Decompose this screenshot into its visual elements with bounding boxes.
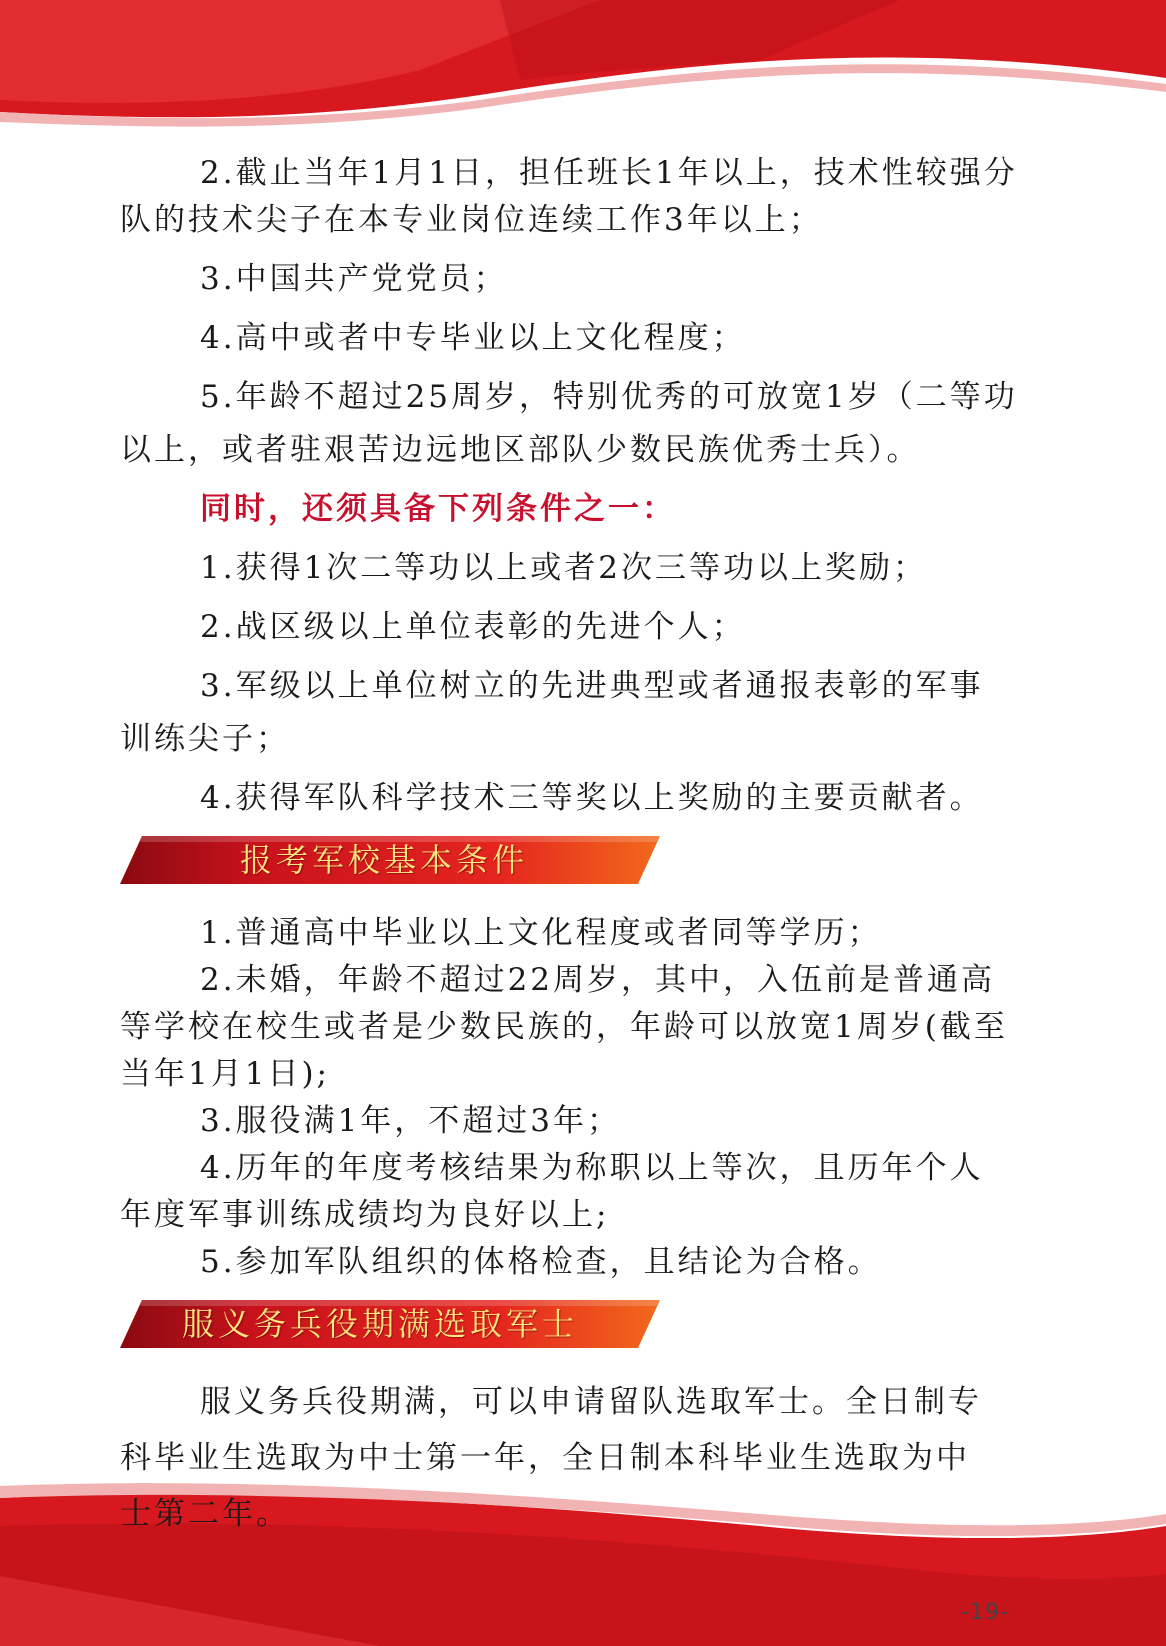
- text-line: 3.服役满1年，不超过3年；: [200, 1103, 622, 1139]
- page-number: -19-: [961, 1600, 1009, 1625]
- page-content: [120, 150, 1040, 1542]
- text-line: 4.历年的年度考核结果为称职以上等次，且历年个人: [200, 1150, 984, 1186]
- text-line: 以上，或者驻艰苦边远地区部队少数民族优秀士兵）。: [120, 432, 921, 468]
- text-line: 4.获得军队科学技术三等奖以上奖励的主要贡献者。: [200, 780, 984, 816]
- section-title: 服义务兵役期满选取军士: [182, 1305, 579, 1343]
- text-line: 5.参加军队组织的体格检查，且结论为合格。: [200, 1244, 882, 1280]
- text-line: 5.年龄不超过25周岁，特别优秀的可放宽1岁（二等功: [200, 379, 1018, 415]
- text-line: 3.军级以上单位树立的先进典型或者通报表彰的军事: [200, 668, 984, 704]
- text-line: 3.中国共产党党员；: [200, 261, 508, 297]
- highlight-text: 同时，还须具备下列条件之一：: [200, 491, 676, 527]
- text-line: 1.普通高中毕业以上文化程度或者同等学历；: [200, 915, 882, 951]
- text-line: 2.战区级以上单位表彰的先进个人；: [200, 609, 746, 645]
- text-line: 当年1月1日);: [120, 1056, 330, 1092]
- text-line: 2.截止当年1月1日，担任班长1年以上，技术性较强分: [200, 155, 1018, 191]
- text-line: 4.高中或者中专毕业以上文化程度；: [200, 320, 746, 356]
- text-line: 队的技术尖子在本专业岗位连续工作3年以上；: [120, 202, 823, 238]
- section-header: [120, 832, 1040, 888]
- text-line: 等学校在校生或者是少数民族的，年龄可以放宽1周岁(截至: [120, 1009, 1008, 1045]
- section-header: [120, 1296, 1040, 1352]
- text-line: 科毕业生选取为中士第一年，全日制本科毕业生选取为中: [120, 1440, 970, 1476]
- text-line: 年度军事训练成绩均为良好以上;: [120, 1197, 610, 1233]
- text-line: 2.未婚，年龄不超过22周岁，其中，入伍前是普通高: [200, 962, 996, 998]
- section-title: 报考军校基本条件: [240, 841, 529, 879]
- text-line: 士第二年。: [120, 1496, 290, 1532]
- top-red-banner: [0, 0, 1166, 160]
- text-line: 1.获得1次二等功以上或者2次三等功以上奖励；: [200, 550, 928, 586]
- text-line: 训练尖子；: [120, 721, 290, 757]
- text-line: 服义务兵役期满，可以申请留队选取军士。全日制专: [200, 1384, 982, 1420]
